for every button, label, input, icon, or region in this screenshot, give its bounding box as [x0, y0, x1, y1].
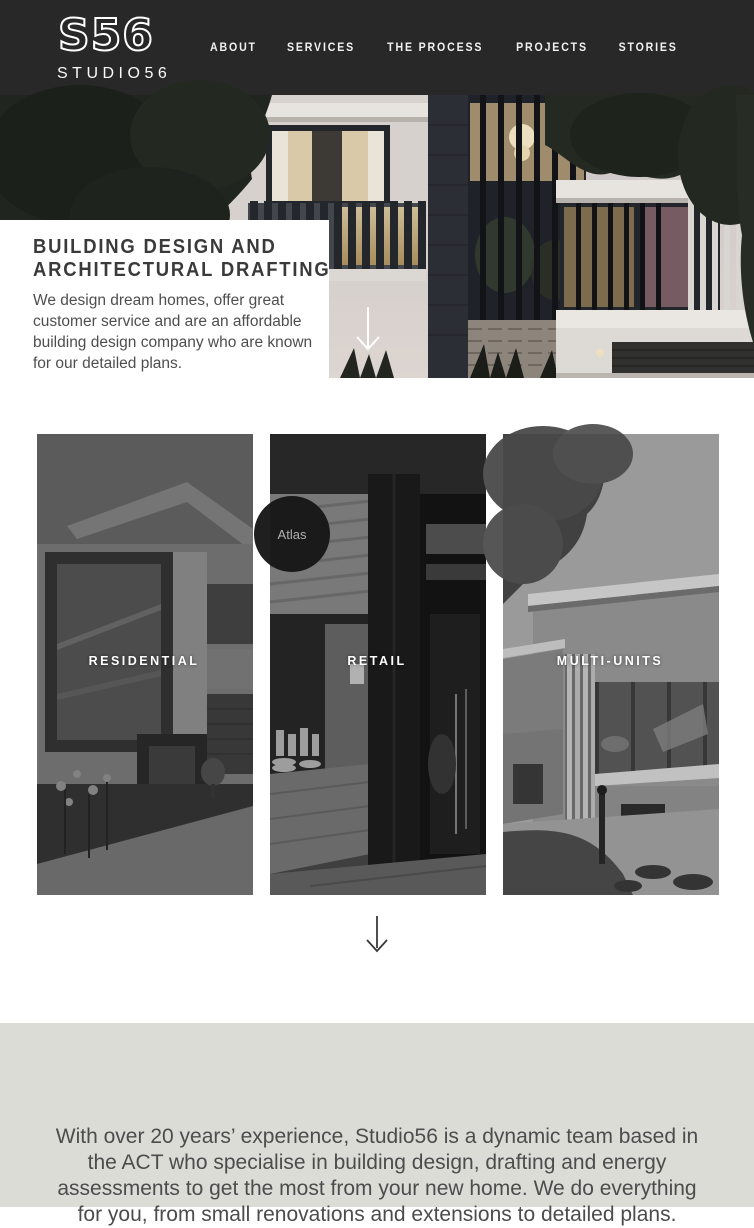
site-header: [0, 0, 754, 95]
scroll-down-arrow-icon[interactable]: [354, 305, 382, 355]
hero-description: We design dream homes, offer great customer service and are an affordable building design company who are known for our detailed plans.: [33, 292, 313, 372]
intro-text-line4: for you, from small renovations and extensions to detailed plans.: [77, 1203, 677, 1226]
intro-section: [0, 1023, 754, 1226]
svg-text:Atlas: Atlas: [277, 527, 307, 542]
card-residential[interactable]: [37, 434, 251, 893]
logo-name: STUDIO56: [57, 65, 172, 82]
card-retail[interactable]: [270, 434, 484, 893]
card-multi-units[interactable]: [503, 434, 717, 893]
nav-item-projects[interactable]: PROJECTS: [515, 41, 588, 54]
nav-item-about[interactable]: ABOUT: [210, 41, 258, 54]
category-cards: [0, 434, 754, 893]
svg-text:S56: S56: [58, 10, 154, 61]
nav-item-stories[interactable]: STORIES: [618, 41, 678, 54]
studio56-logo[interactable]: [57, 12, 177, 83]
scroll-next-arrow-icon[interactable]: [363, 915, 391, 955]
main-nav: [208, 42, 680, 54]
hero-heading-line1: BUILDING DESIGN AND: [33, 235, 277, 258]
intro-text-line2: the ACT who specialise in building design, drafting and energy: [87, 1151, 667, 1174]
spacer: [0, 378, 754, 434]
intro-text-line3: assessments to get the most from your new home. We do everything: [57, 1177, 697, 1200]
intro-text-line1: With over 20 years’ experience, Studio56 is a dynamic team based in: [55, 1125, 699, 1148]
hero-heading-line2: ARCHITECTURAL DRAFTING: [33, 258, 331, 281]
section-divider: [0, 893, 754, 1023]
card-label-multi-units: MULTI-UNITS: [556, 654, 664, 668]
hero-text-panel: [0, 220, 329, 378]
nav-item-the-process[interactable]: THE PROCESS: [387, 41, 484, 54]
logo-mark-icon: [57, 10, 177, 61]
hero-section: [0, 95, 754, 378]
nav-item-services[interactable]: SERVICES: [287, 41, 356, 54]
card-label-retail: RETAIL: [347, 654, 407, 668]
card-label-residential: RESIDENTIAL: [88, 654, 200, 668]
